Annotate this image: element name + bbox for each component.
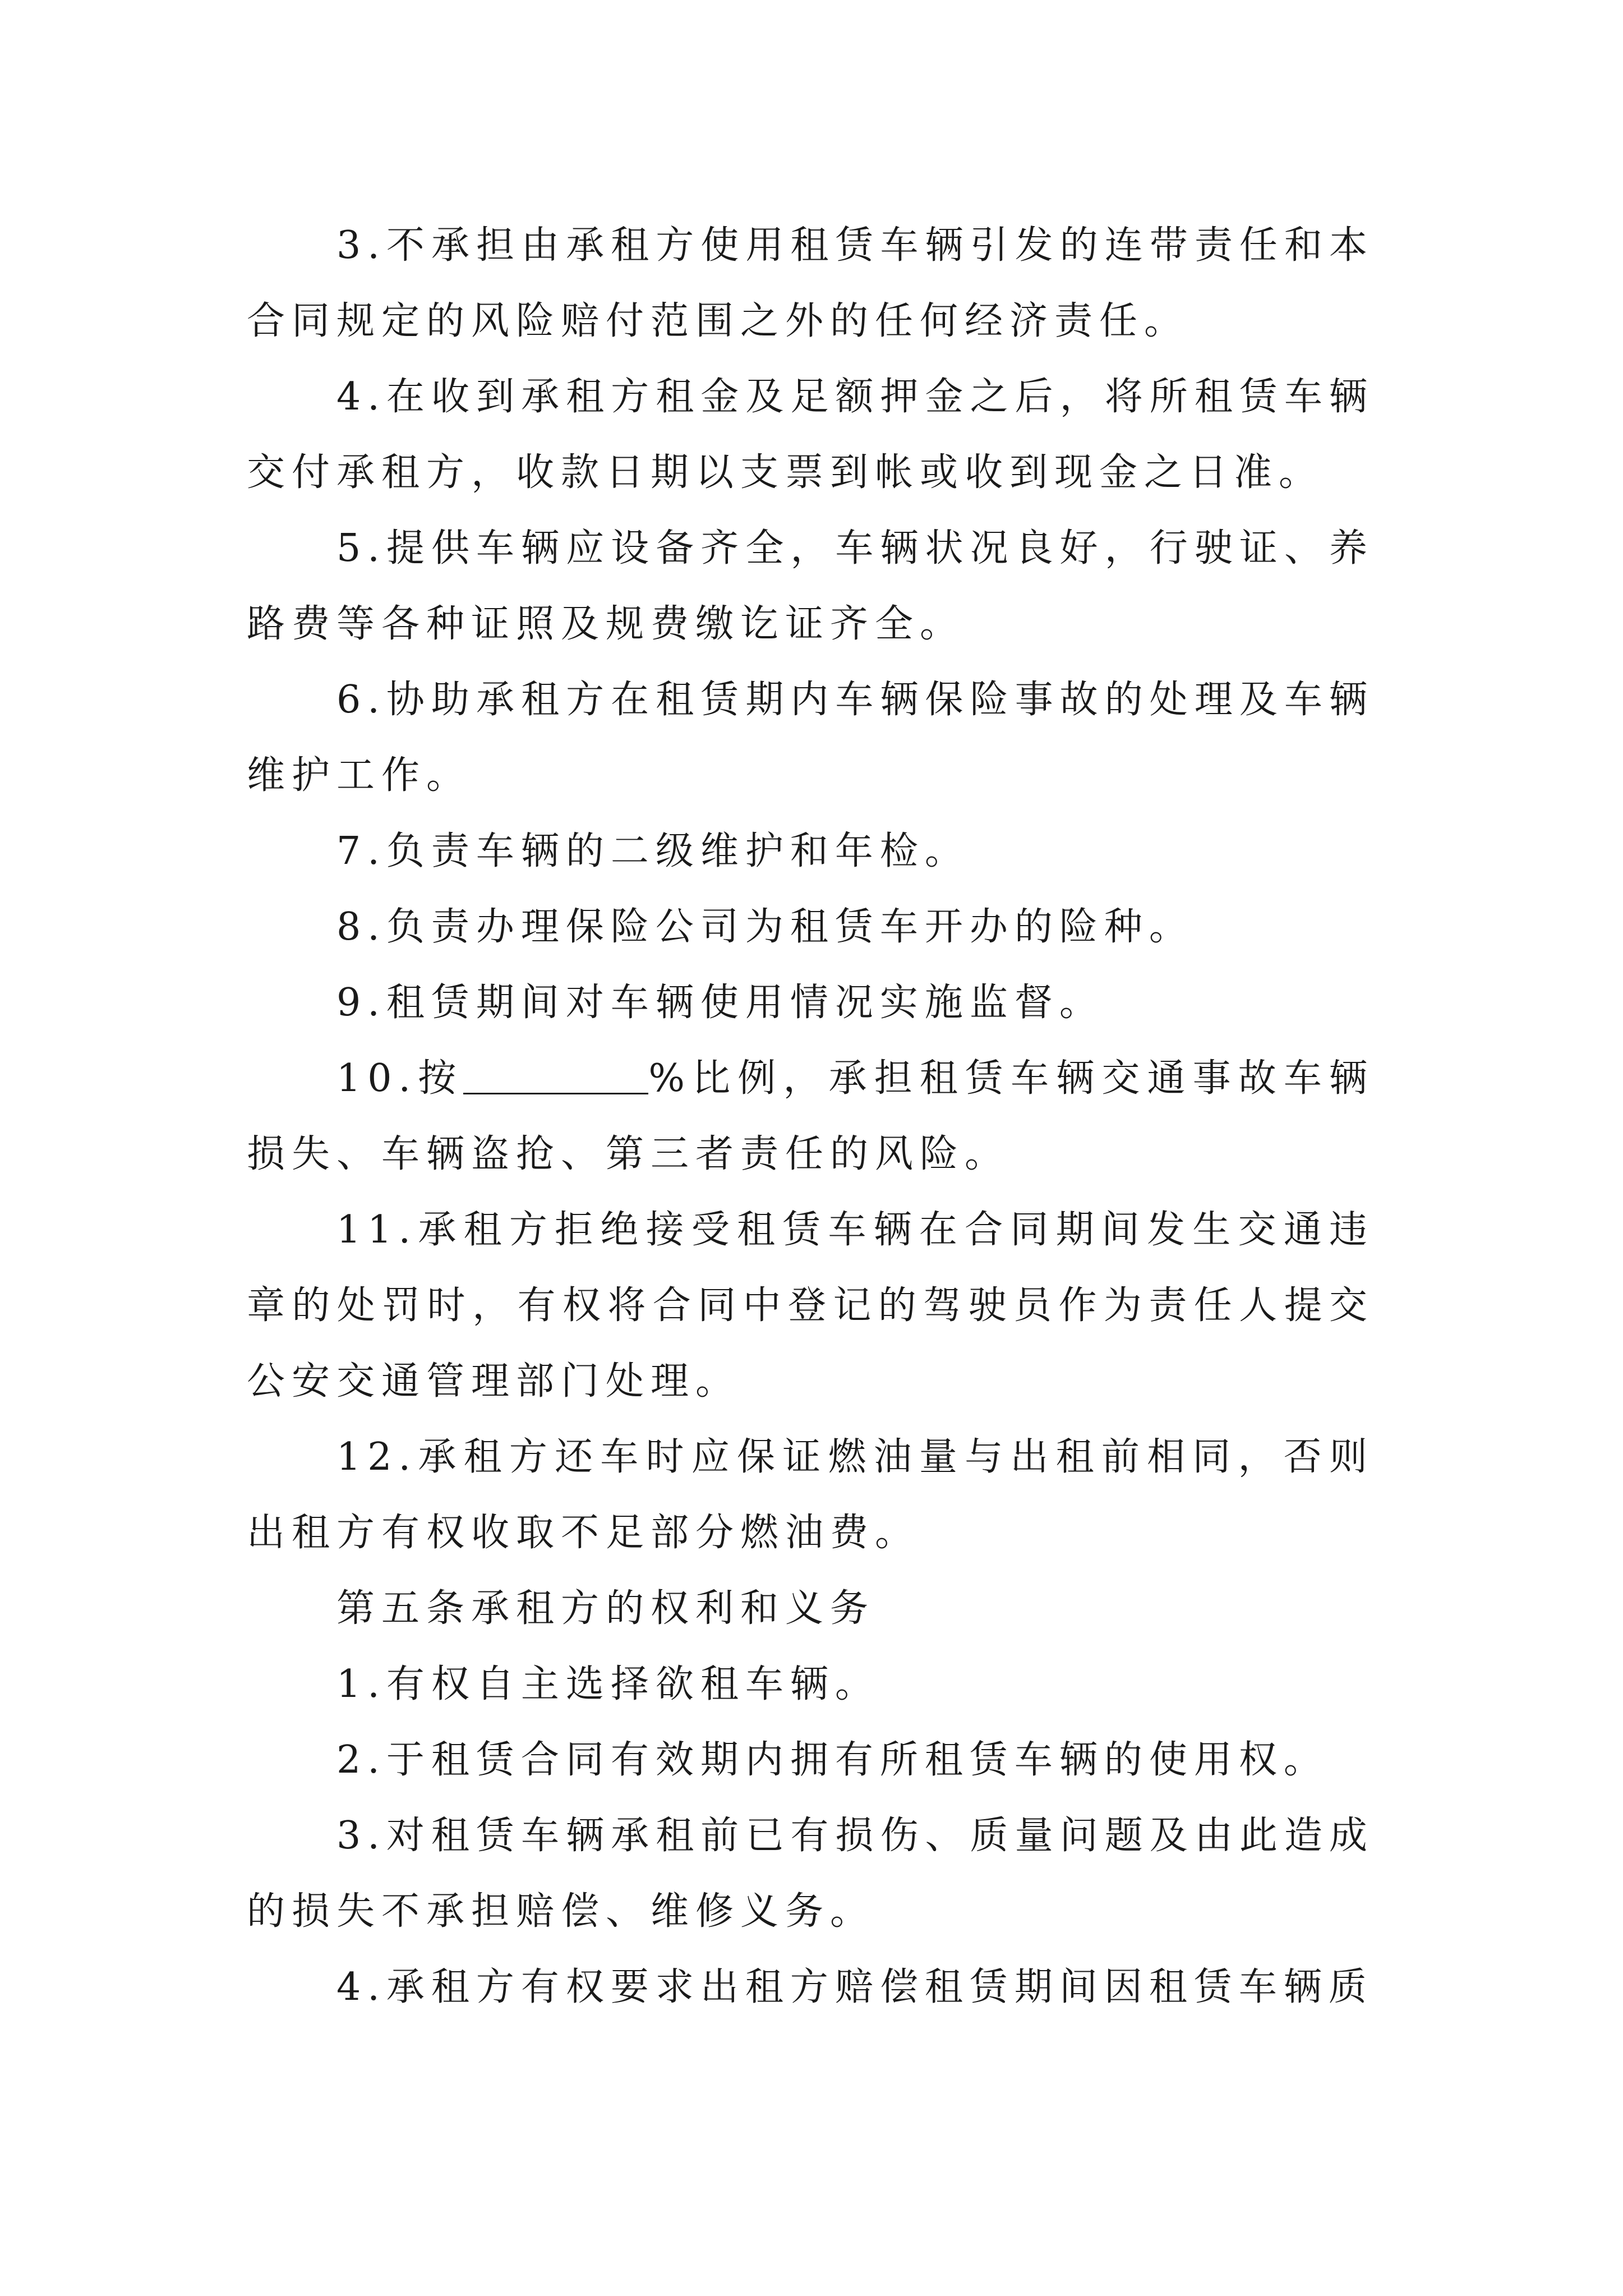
clause-10-rest-text: %比例，承担租赁车辆交通事故车辆损失、车辆盗抢、第三者责任的风险。 [247, 1056, 1374, 1176]
clause-9-paragraph: 9.租赁期间对车辆使用情况实施监督。 [336, 981, 1104, 1025]
lessee-clause-3-paragraph: 3.对租赁车辆承租前已有损伤、质量问题及由此造成的损失不承担赔偿、维修义务。 [247, 1814, 1374, 1934]
percentage-blank-line [463, 1059, 648, 1094]
clause-3-paragraph: 3.不承担由承租方使用租赁车辆引发的连带责任和本合同规定的风险赔付范围之外的任何经济责任。 [247, 223, 1374, 343]
clause-10-paragraph [247, 1041, 1374, 1192]
document-body [247, 208, 1374, 2025]
clause-5-paragraph: 5.提供车辆应设备齐全，车辆状况良好，行驶证、养路费等各种证照及规费缴讫证齐全。 [247, 526, 1374, 646]
clause-12-paragraph: 12.承租方还车时应保证燃油量与出租前相同，否则出租方有权收取不足部分燃油费。 [247, 1435, 1374, 1555]
clause-7-paragraph: 7.负责车辆的二级维护和年检。 [336, 829, 970, 873]
lessee-clause-2-paragraph: 2.于租赁合同有效期内拥有所租赁车辆的使用权。 [336, 1738, 1329, 1782]
lessee-clause-1-paragraph: 1.有权自主选择欲租车辆。 [336, 1662, 880, 1706]
clause-4-paragraph: 4.在收到承租方租金及足额押金之后，将所租赁车辆交付承租方，收款日期以支票到帐或收到现金之日准。 [247, 375, 1374, 495]
clause-11-paragraph: 11.承租方拒绝接受租赁车辆在合同期间发生交通违章的处罚时，有权将合同中登记的驾驶员作为责任人提交公安交通管理部门处理。 [247, 1208, 1374, 1404]
clause-10-lead-text: 10.按 [336, 1056, 464, 1101]
lessee-clause-4-paragraph: 4.承租方有权要求出租方赔偿租赁期间因租赁车辆质 [336, 1965, 1373, 2009]
clause-6-paragraph: 6.协助承租方在租赁期内车辆保险事故的处理及车辆维护工作。 [247, 678, 1374, 798]
article-5-heading: 第五条承租方的权利和义务 [336, 1586, 875, 1631]
clause-8-paragraph: 8.负责办理保险公司为租赁车开办的险种。 [336, 905, 1194, 949]
